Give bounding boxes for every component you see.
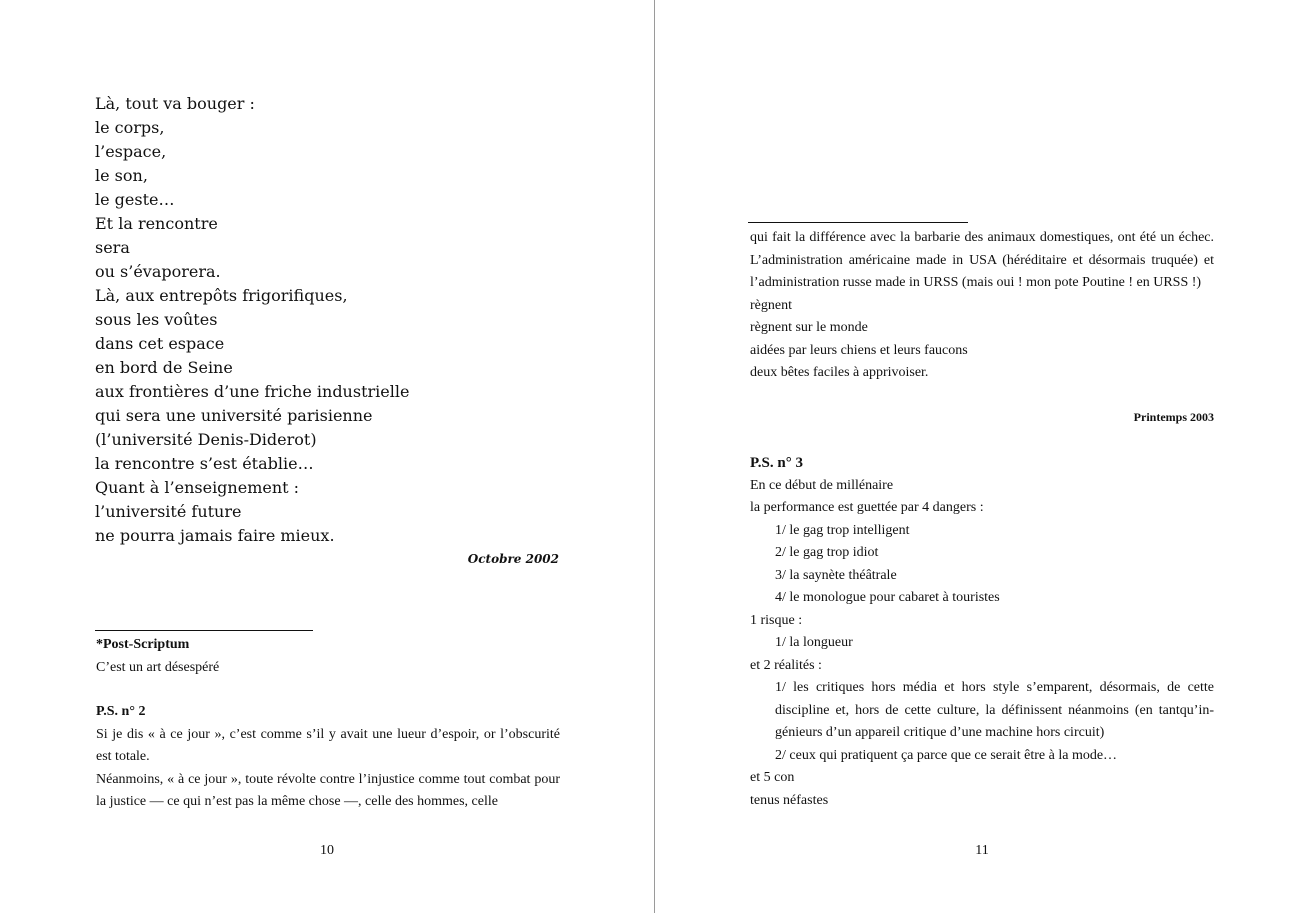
- risk-label: 1 risque :: [750, 612, 803, 628]
- footnote-rule: [95, 630, 313, 631]
- text-line: deux bêtes faciles à apprivoiser.: [750, 365, 929, 380]
- continued-footnote: [750, 227, 1214, 385]
- poem-line: Là, tout va bouger :: [95, 94, 255, 113]
- poem-line: (l’université Denis-Diderot): [95, 430, 317, 449]
- poem-line: le son,: [95, 166, 148, 185]
- poem-date: Octobre 2002: [467, 552, 559, 566]
- text-line: tenus néfastes: [750, 792, 829, 808]
- poem-line: l’espace,: [95, 142, 167, 161]
- ps2-title: P.S. n° 2: [96, 704, 146, 719]
- danger-item: 1/ le gag trop intelligent: [775, 522, 910, 538]
- postscript-title: *Post-Scriptum: [96, 637, 190, 652]
- text-line: règnent: [750, 297, 792, 313]
- page-number: 11: [975, 843, 989, 858]
- danger-item: 4/ le monologue pour cabaret à touristes: [775, 590, 1000, 605]
- text-line: et 5 con: [750, 770, 795, 785]
- poem-line: sous les voûtes: [95, 310, 218, 329]
- right-page: [655, 0, 1309, 913]
- poem-line: Là, aux entrepôts frigorifiques,: [95, 286, 348, 305]
- poem-line: sera: [95, 238, 130, 257]
- realities-label: et 2 réalités :: [750, 657, 822, 673]
- postscript: [96, 634, 560, 679]
- poem: [95, 92, 565, 548]
- text-line: En ce début de millénaire: [750, 477, 894, 493]
- poem-line: Quant à l’enseignement :: [95, 478, 300, 497]
- ps2-section: [96, 701, 560, 814]
- poem-line: le corps,: [95, 118, 165, 137]
- risk-item: 1/ la longueur: [775, 635, 853, 650]
- ps3-title: P.S. n° 3: [750, 455, 803, 471]
- continued-paragraph: qui fait la différence avec la barbarie des animaux domestiques, ont été un échec. L’administration américaine made in USA (héréditaire et désormais truquée) et l’administration russe made in URSS (mais oui ! mon pote Poutine ! en URSS !): [750, 230, 1214, 290]
- poem-line: aux frontières d’une friche industrielle: [95, 382, 410, 401]
- poem-line: la rencontre s’est établie…: [95, 454, 314, 473]
- left-page: [0, 0, 654, 913]
- danger-item: 3/ la saynète théâtrale: [775, 567, 897, 583]
- reality-item: 2/ ceux qui pratiquent ça parce que ce serait être à la mode…: [775, 747, 1118, 763]
- postscript-text: C’est un art désespéré: [96, 659, 220, 675]
- poem-line: qui sera une université parisienne: [95, 406, 373, 425]
- poem-line: ne pourra jamais faire mieux.: [95, 526, 335, 545]
- ps3-section: [750, 452, 1214, 812]
- poem-line: ou s’évaporera.: [95, 262, 221, 281]
- poem-line: l’université future: [95, 502, 242, 521]
- poem-line: dans cet espace: [95, 334, 225, 353]
- text-line: règnent sur le monde: [750, 320, 868, 335]
- reality-item: 1/ les critiques hors média et hors style s’emparent, désormais, de cette discipline et, hors de cette culture, la définissent néanmoins (en tantqu’in-génieurs d’un appareil critique d’une machine hors circuit): [775, 680, 1214, 740]
- ps2-paragraph: Si je dis « à ce jour », c’est comme s’il y avait une lueur d’espoir, or l’obscurité est totale.: [96, 726, 560, 764]
- text-line: la performance est guettée par 4 dangers :: [750, 500, 984, 515]
- danger-item: 2/ le gag trop idiot: [775, 545, 879, 560]
- footnote-rule: [748, 222, 968, 223]
- ps2-paragraph: Néanmoins, « à ce jour », toute révolte contre l’injustice comme tout combat pour la justice — ce qui n’est pas la même chose —, celle des hommes, celle: [96, 771, 560, 809]
- poem-line: en bord de Seine: [95, 358, 233, 377]
- poem-line: le geste…: [95, 190, 175, 209]
- text-line: aidées par leurs chiens et leurs faucons: [750, 342, 968, 358]
- page-number: 10: [320, 843, 334, 858]
- poem-line: Et la rencontre: [95, 214, 218, 233]
- signature-date: Printemps 2003: [1133, 410, 1214, 424]
